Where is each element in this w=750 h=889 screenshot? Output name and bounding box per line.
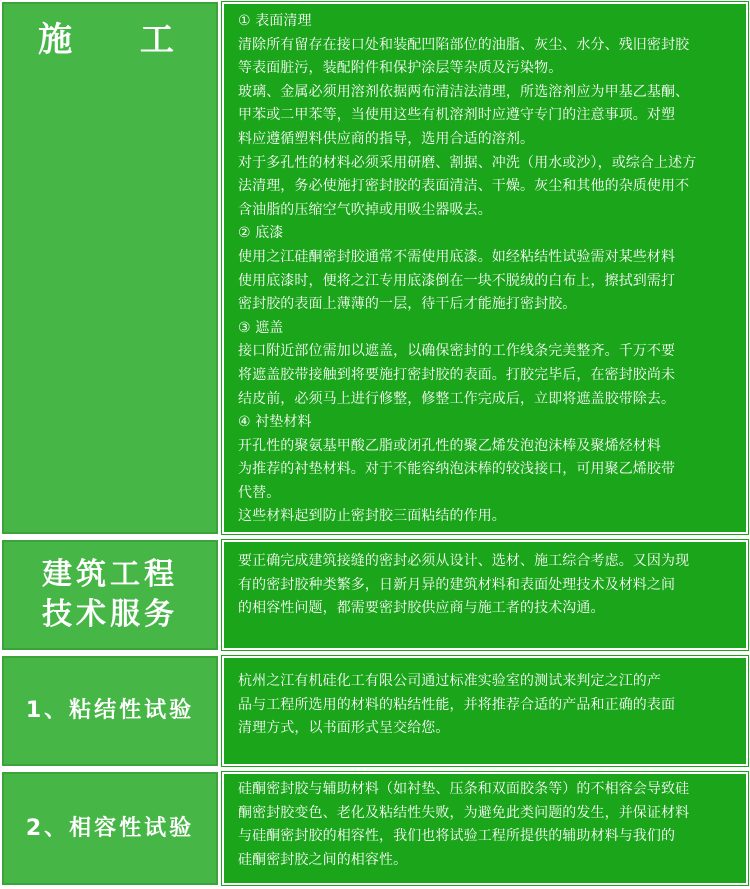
text-line: 硅酮密封胶之间的相容性。 (238, 851, 408, 868)
construction-title: 施 工 (38, 20, 202, 60)
adhesion-test-label-panel (2, 656, 218, 766)
construction-content (222, 2, 748, 534)
tech-service-title (42, 555, 178, 635)
text-line: 为推荐的衬垫材料。对于不能容纳泡沫棒的较浅接口，可用聚乙烯胶带 (238, 461, 676, 478)
text-line: 与硅酮密封胶的相容性，我们也将试验工程所提供的辅助材料与我们的 (238, 828, 676, 845)
text-line: 对于多孔性的材料必须采用研磨、割据、冲洗（用水或沙），或综合上述方 (238, 154, 697, 171)
tech-service-content (222, 540, 748, 650)
text-line: 结皮前，必须马上进行修整，修整工作完成后，立即将遮盖胶带除去。 (238, 390, 676, 407)
text-line: 使用之江硅酮密封胶通常不需使用底漆。如经粘结性试验需对某些材料 (238, 248, 676, 265)
text-line: 品与工程所选用的材料的粘结性能，并将推荐合适的产品和正确的表面 (238, 696, 676, 713)
text-line: 玻璃、金属必须用溶剂依据两布清洁法清理，所选溶剂应为甲基乙基酮、 (238, 83, 690, 100)
text-line: 的相容性问题，都需要密封胶供应商与施工者的技术沟通。 (238, 600, 605, 617)
text-line: 开孔性的聚氨基甲酸乙脂或闭孔性的聚乙烯发泡泡沫棒及聚烯烃材料 (238, 437, 661, 454)
text-line: 接口附近部位需加以遮盖，以确保密封的工作线条完美整齐。千万不要 (238, 343, 676, 360)
adhesion-test-title: 1、粘结性试验 (25, 698, 195, 723)
text-line: 甲苯或二甲苯等，当使用这些有机溶剂时应遵守专门的注意事项。对塑 (238, 107, 676, 124)
construction-label-panel (2, 2, 218, 534)
text-line: 硅酮密封胶与辅助材料（如衬垫、压条和双面胶条等）的不相容会导致硅 (238, 781, 690, 797)
text-line: 使用底漆时，便将之江专用底漆倒在一块不脱绒的白布上，擦拭到需打 (238, 272, 676, 289)
compatibility-test-content (222, 772, 748, 885)
text-line: 将遮盖胶带接触到将要施打密封胶的表面。打胶完毕后，在密封胶尚未 (238, 366, 676, 383)
text-line: 料应遵循塑料供应商的指导，选用合适的溶剂。 (238, 130, 535, 147)
tech-service-label-panel (2, 540, 218, 650)
text-line: 杭州之江有机硅化工有限公司通过标准实验室的测试来判定之江的产 (238, 673, 661, 689)
text-line: 这些材料起到防止密封胶三面粘结的作用。 (238, 508, 506, 525)
text-line: 含油脂的压缩空气吹掉或用吸尘器吸去。 (238, 201, 492, 218)
text-line: 酮密封胶变色、老化及粘结性失败，为避免此类问题的发生，并保证材料 (238, 804, 690, 821)
text-line: ① 表面清理 (238, 13, 312, 29)
adhesion-test-section (2, 656, 748, 766)
compatibility-test-title: 2、相容性试验 (25, 815, 195, 841)
compatibility-test-label-panel (2, 772, 218, 885)
tech-service-title-line1: 建筑工程 (42, 557, 178, 592)
text-line: 有的密封胶种类繁多，日新月异的建筑材料和表面处理技术及材料之间 (238, 576, 676, 593)
text-line: ② 底漆 (238, 225, 284, 242)
text-line: 等表面脏污，装配附件和保护涂层等杂质及污染物。 (238, 60, 563, 77)
text-line: 清除所有留存在接口处和装配凹陷部位的油脂、灰尘、水分、残旧密封胶 (238, 36, 690, 53)
adhesion-test-content (222, 656, 748, 766)
text-line: 清理方式，以书面形式呈交给您。 (238, 720, 450, 737)
text-line: 密封胶的表面上薄薄的一层，待干后才能施打密封胶。 (238, 296, 577, 313)
compatibility-test-section (2, 772, 748, 885)
text-line: 法清理，务必使施打密封胶的表面清洁、干燥。灰尘和其他的杂质使用不 (238, 178, 690, 195)
tech-service-title-line2: 技术服务 (42, 597, 178, 632)
text-line: 要正确完成建筑接缝的密封必须从设计、选材、施工综合考虑。又因为现 (238, 553, 690, 569)
text-line: 代替。 (238, 484, 281, 501)
construction-section (2, 2, 748, 534)
tech-service-section (2, 540, 748, 650)
text-line: ③ 遮盖 (238, 319, 284, 336)
text-line: ④ 衬垫材料 (238, 414, 312, 431)
